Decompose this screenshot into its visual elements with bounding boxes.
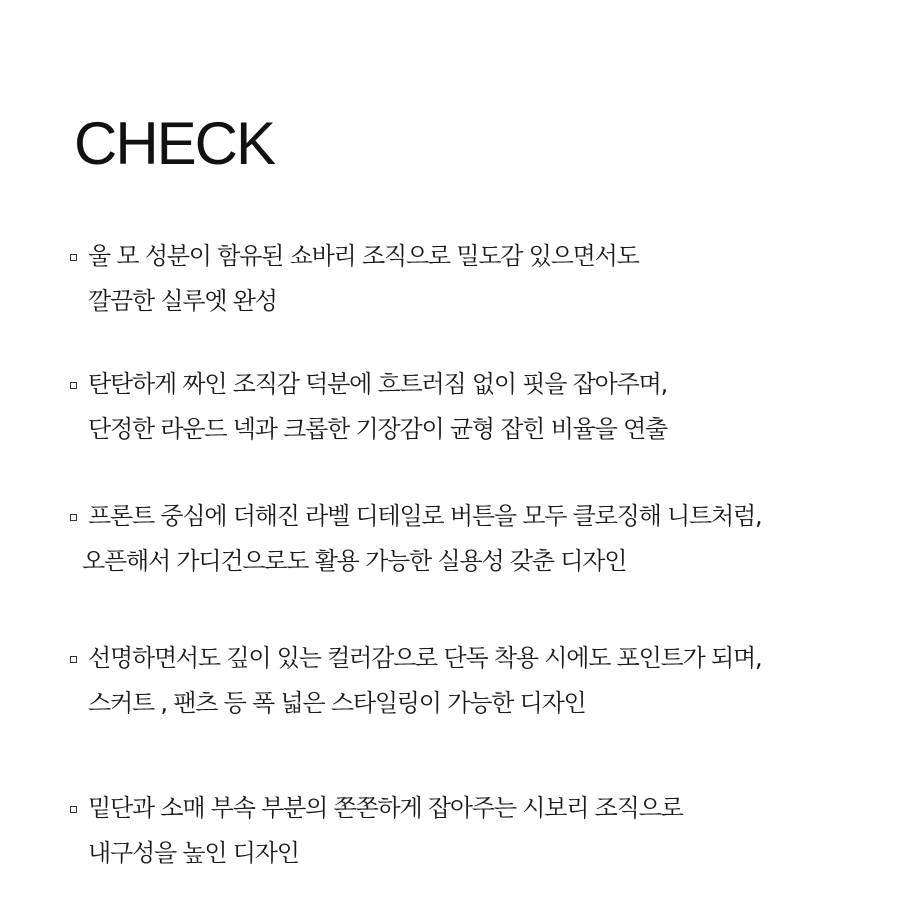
square-bullet-icon xyxy=(70,382,77,389)
check-item-4-line-2: 스커트 , 팬츠 등 폭 넓은 스타일링이 가능한 디자인 xyxy=(88,689,586,717)
check-item-2-line-1: 탄탄하게 짜인 조직감 덕분에 흐트러짐 없이 핏을 잡아주며, xyxy=(88,370,668,398)
check-item-4 xyxy=(70,636,870,726)
check-item-5 xyxy=(70,786,870,876)
check-item-5-line-1: 밑단과 소매 부속 부분의 쫀쫀하게 잡아주는 시보리 조직으로 xyxy=(88,794,683,822)
square-bullet-icon xyxy=(70,806,77,813)
check-item-4-line-1: 선명하면서도 깊이 있는 컬러감으로 단독 착용 시에도 포인트가 되며, xyxy=(88,644,762,672)
check-item-3 xyxy=(70,494,870,584)
section-title: CHECK xyxy=(74,110,275,177)
check-item-5-line-2: 내구성을 높인 디자인 xyxy=(88,839,299,867)
check-item-2-line-2: 단정한 라운드 넥과 크롭한 기장감이 균형 잡힌 비율을 연출 xyxy=(88,415,668,443)
check-item-3-line-1: 프론트 중심에 더해진 라벨 디테일로 버튼을 모두 클로징해 니트처럼, xyxy=(88,502,762,530)
square-bullet-icon xyxy=(70,254,77,261)
check-item-1-line-2: 깔끔한 실루엣 완성 xyxy=(88,287,277,315)
check-item-3-line-2: 오픈해서 가디건으로도 활용 가능한 실용성 갖춘 디자인 xyxy=(82,547,627,575)
check-item-1 xyxy=(70,234,870,324)
check-item-1-line-1: 울 모 성분이 함유된 쇼바리 조직으로 밀도감 있으면서도 xyxy=(88,242,639,270)
square-bullet-icon xyxy=(70,514,77,521)
check-item-2 xyxy=(70,362,870,452)
square-bullet-icon xyxy=(70,656,77,663)
